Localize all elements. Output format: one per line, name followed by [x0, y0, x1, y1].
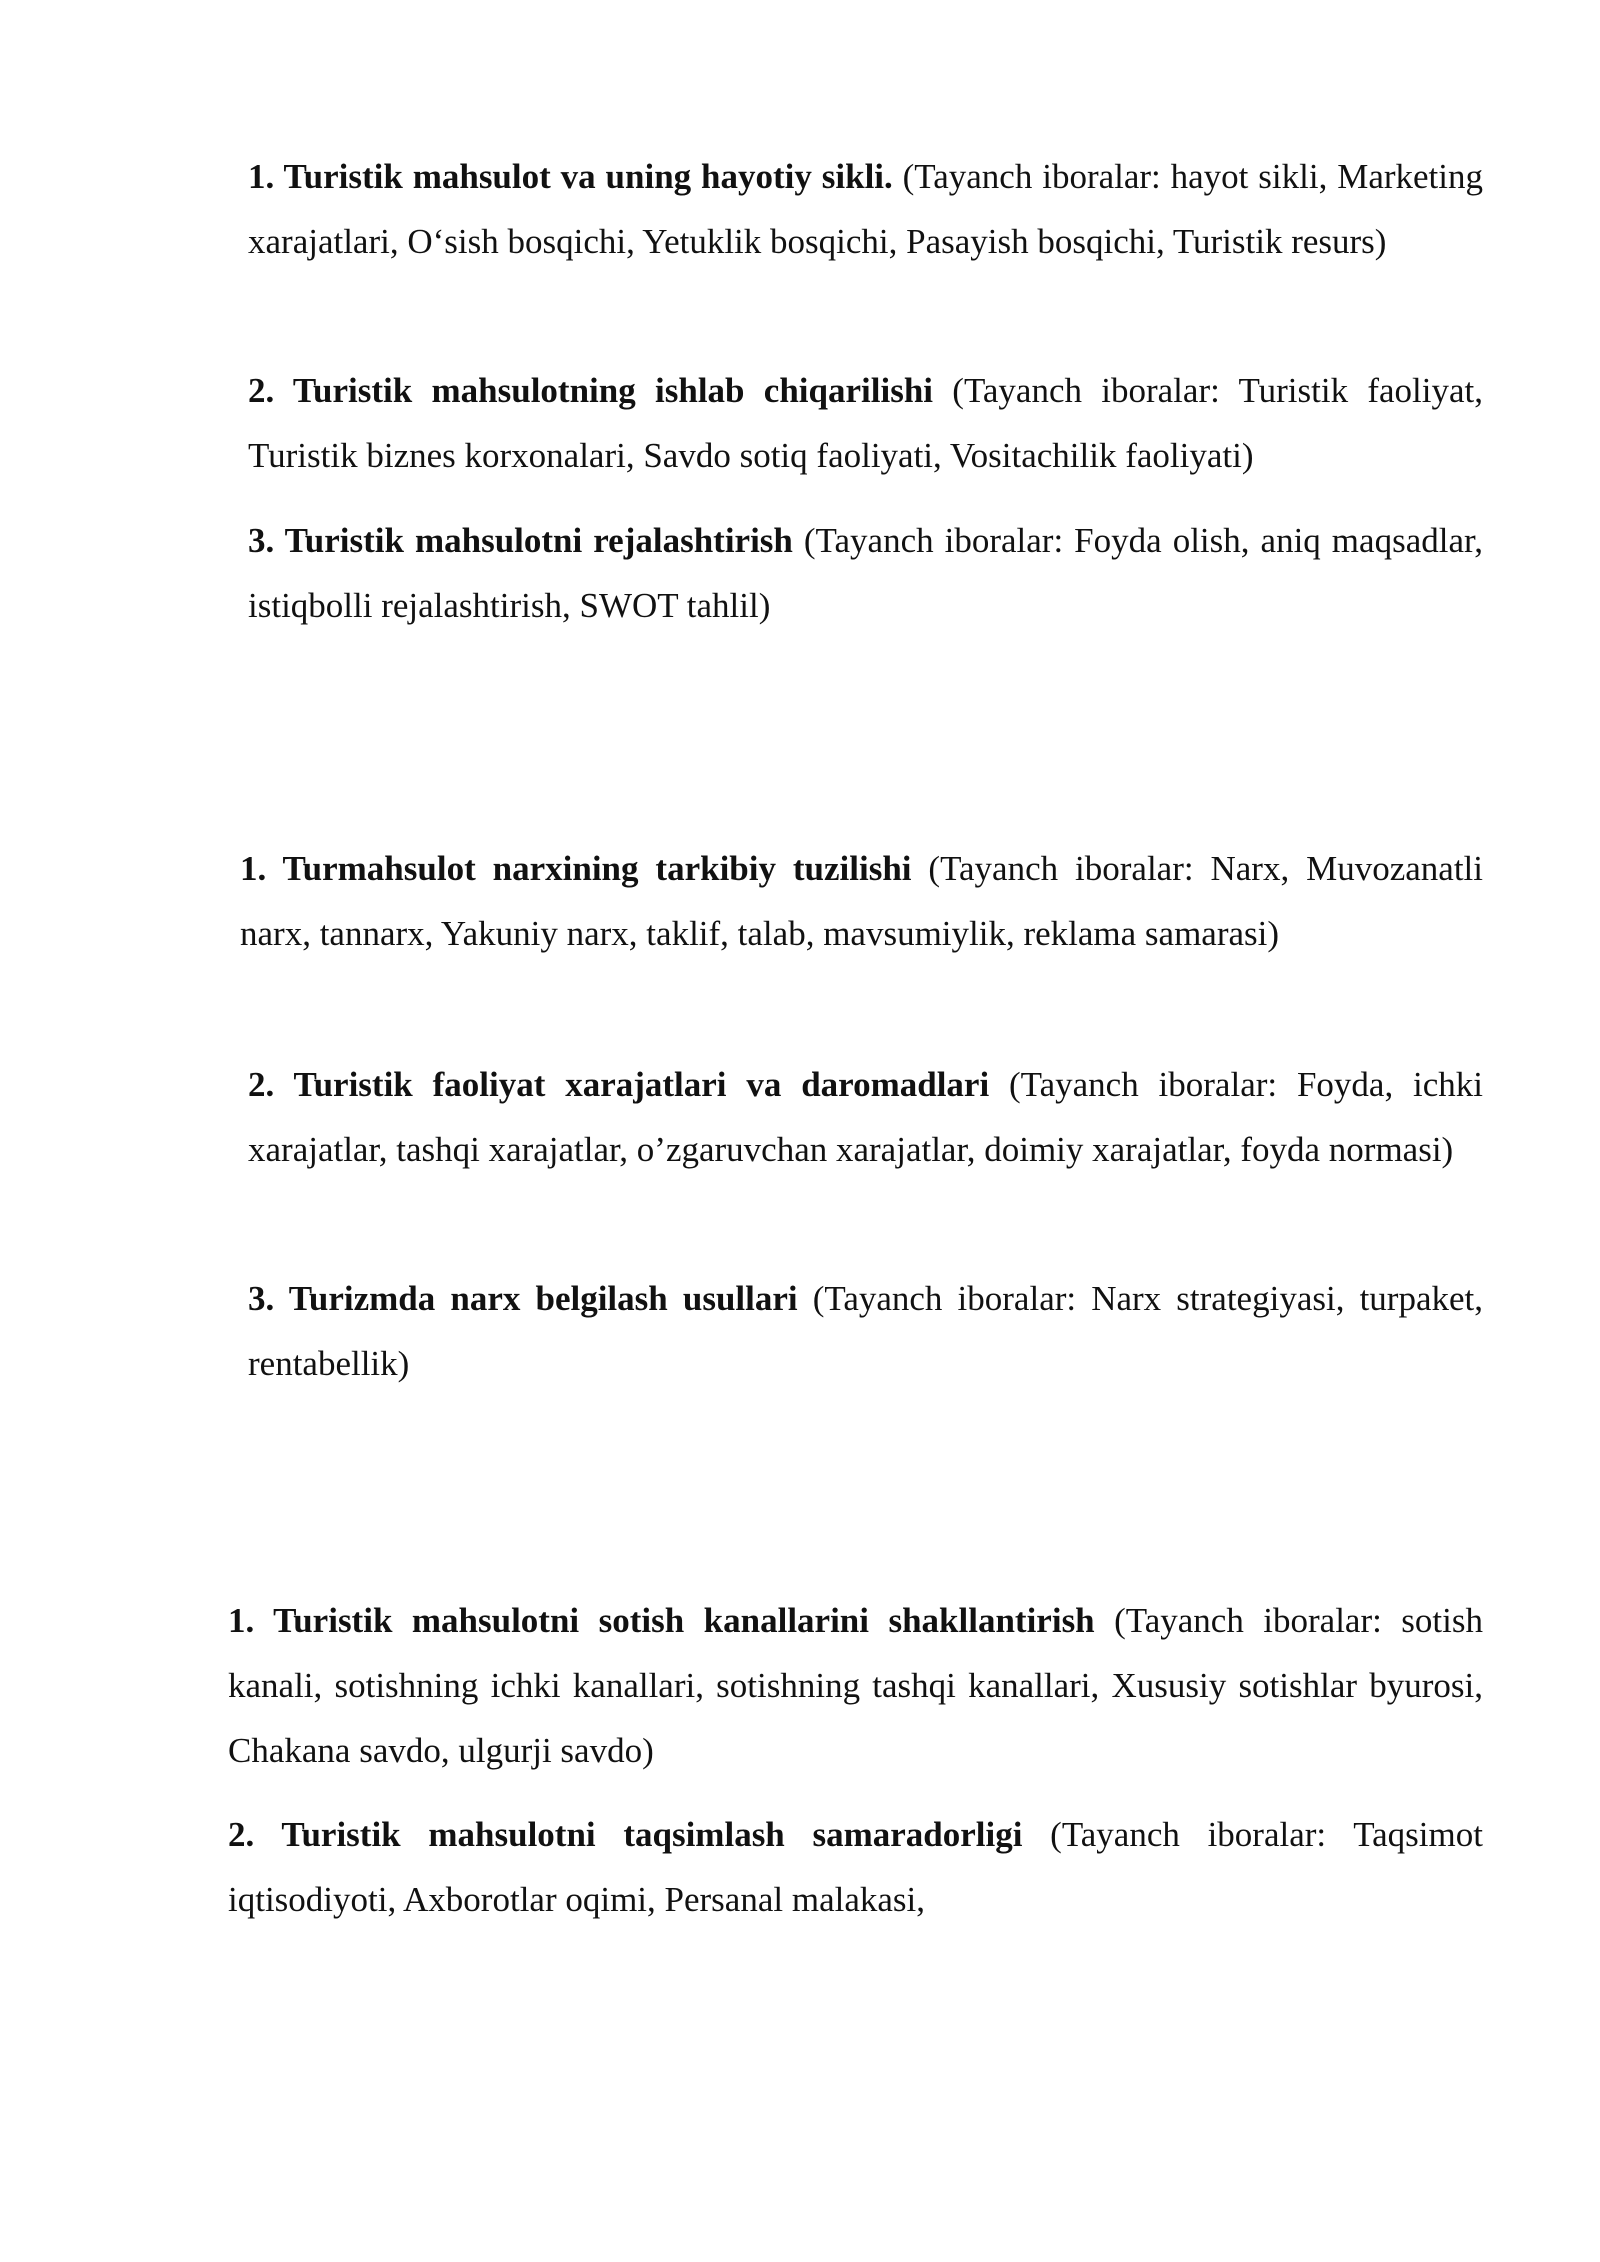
topic-item [248, 1266, 1483, 1396]
topic-title: 2. Turistik mahsulotni taqsimlash samaradorligi [228, 1815, 1023, 1854]
topic-title: 3. Turizmda narx belgilash usullari [248, 1279, 798, 1318]
topic-title: 2. Turistik faoliyat xarajatlari va daromadlari [248, 1065, 990, 1104]
topic-keywords: (Tayanch iboralar: Taqsimot iqtisodiyoti, Axborotlar oqimi, Persanal malakasi, [228, 1815, 1483, 1919]
topic-title: 1. Turmahsulot narxining tarkibiy tuzilishi [240, 849, 912, 888]
topic-keywords: (Tayanch iboralar: Narx strategiyasi, turpaket, rentabellik) [248, 1279, 1483, 1383]
topic-title: 1. Turistik mahsulot va uning hayotiy sikli. [248, 157, 893, 196]
topic-keywords: (Tayanch iboralar: Foyda, ichki xarajatlar, tashqi xarajatlar, o’zgaruvchan xarajatlar, doimiy xarajatlar, foyda normasi) [248, 1065, 1484, 1169]
topic-title: 2. Turistik mahsulotning ishlab chiqarilishi [248, 371, 934, 410]
topic-item [248, 508, 1483, 638]
topic-keywords: (Tayanch iboralar: Foyda olish, aniq maqsadlar, istiqbolli rejalashtirish, SWOT tahlil) [248, 521, 1483, 625]
topic-item [248, 358, 1483, 488]
topic-item [228, 1588, 1483, 1783]
topic-item [240, 836, 1483, 966]
topic-item [248, 144, 1483, 274]
topic-keywords: (Tayanch iboralar: hayot sikli, Marketing xarajatlari, O‘sish bosqichi, Yetuklik bosqichi, Pasayish bosqichi, Turistik resurs) [248, 157, 1483, 261]
topic-item [228, 1802, 1483, 1932]
topic-keywords: (Tayanch iboralar: Turistik faoliyat, Turistik biznes korxonalari, Savdo sotiq faoliyati, Vositachilik faoliyati) [248, 371, 1483, 475]
topic-keywords: (Tayanch iboralar: Narx, Muvozanatli narx, tannarx, Yakuniy narx, taklif, talab, mavsumiylik, reklama samarasi) [240, 849, 1483, 953]
topic-title: 3. Turistik mahsulotni rejalashtirish [248, 521, 793, 560]
topic-item [248, 1052, 1483, 1182]
topic-keywords: (Tayanch iboralar: sotish kanali, sotishning ichki kanallari, sotishning tashqi kanallari, Xususiy sotishlar byurosi, Chakana savdo, ulgurji savdo) [228, 1601, 1483, 1770]
topic-title: 1. Turistik mahsulotni sotish kanallarini shakllantirish [228, 1601, 1095, 1640]
